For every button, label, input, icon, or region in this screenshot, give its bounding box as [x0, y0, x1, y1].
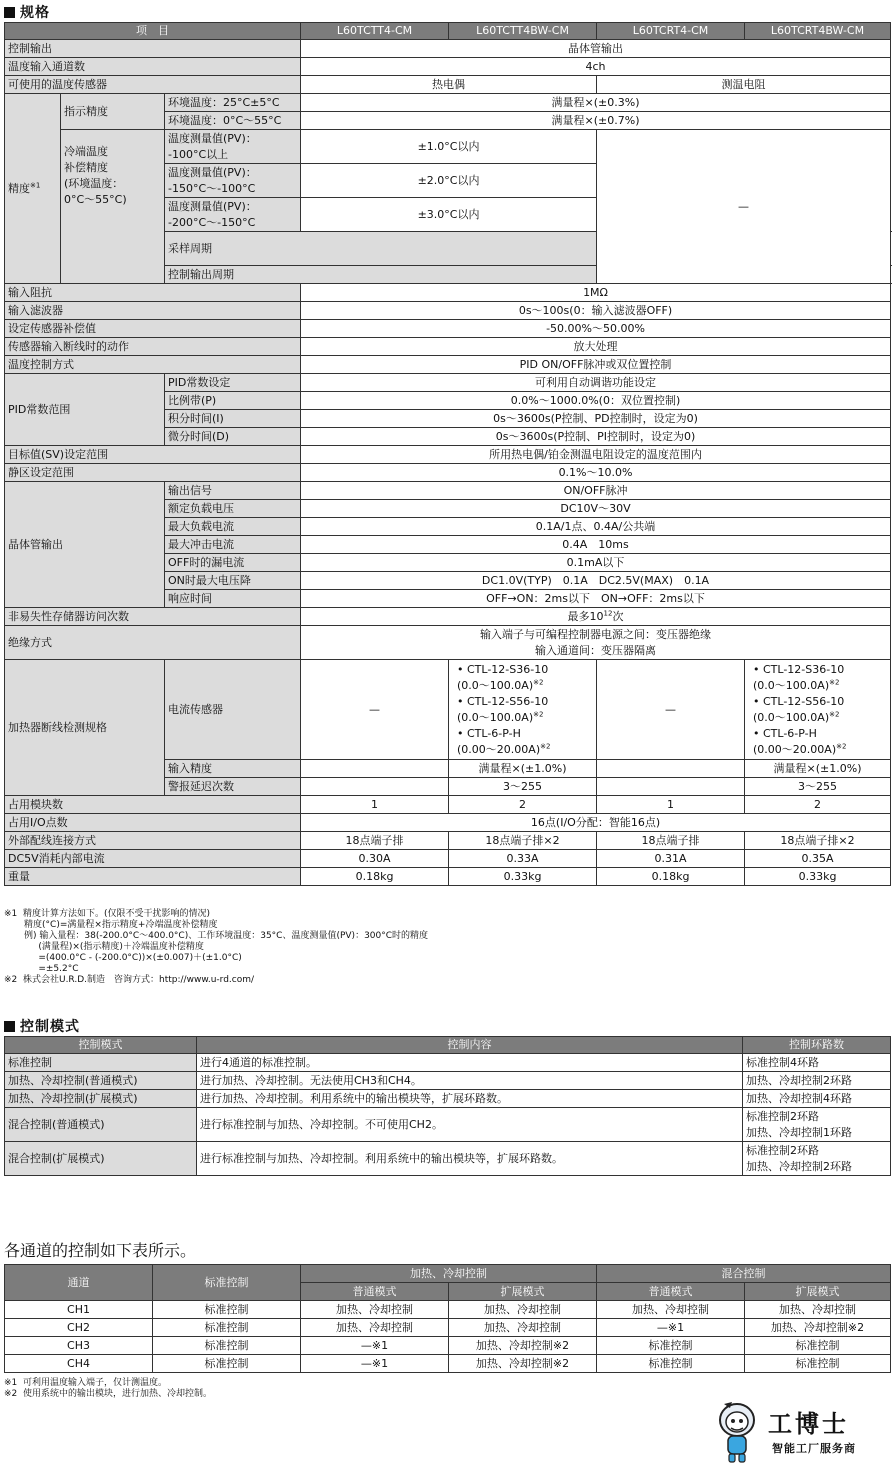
row-value: 0.18kg	[301, 868, 449, 886]
header-standard: 标准控制	[153, 1265, 301, 1301]
row-value: 满量程×(±0.7%)	[301, 112, 891, 130]
empty-cell	[597, 778, 745, 796]
channel-cell: 加热、冷却控制	[745, 1301, 891, 1319]
channel-id: CH3	[5, 1337, 153, 1355]
row-value: 可利用自动调谐功能设定	[301, 374, 891, 392]
channel-cell: —※1	[301, 1355, 449, 1373]
row-sublabel: 最大冲击电流	[165, 536, 301, 554]
row-value: 18点端子排×2	[449, 832, 597, 850]
channel-id: CH1	[5, 1301, 153, 1319]
header-heat-cool: 加热、冷却控制	[301, 1265, 597, 1283]
row-value: 最多$10^{12}$次	[301, 608, 891, 626]
channel-cell: 加热、冷却控制※2	[449, 1355, 597, 1373]
mode-content: 进行4通道的标准控制。	[197, 1054, 743, 1072]
row-value: 0.18kg	[597, 868, 745, 886]
row-value: 0s～100s(0：输入滤波器OFF)	[301, 302, 891, 320]
row-label: 控制输出	[5, 40, 301, 58]
channel-cell: 标准控制	[597, 1355, 745, 1373]
row-value: 1MΩ	[301, 284, 891, 302]
row-label: 绝缘方式	[5, 626, 301, 660]
channel-cell: 标准控制	[745, 1337, 891, 1355]
row-value: 热电偶	[301, 76, 597, 94]
row-label: 设定传感器补偿值	[5, 320, 301, 338]
header-normal: 普通模式	[301, 1283, 449, 1301]
row-value: 0.4A 10ms	[301, 536, 891, 554]
row-value: 0.33kg	[449, 868, 597, 886]
header-model-3: L60TCRT4-CM	[597, 23, 745, 40]
mode-loops: 标准控制4环路	[743, 1054, 891, 1072]
mode-loops: 标准控制2环路 加热、冷却控制2环路	[743, 1142, 891, 1176]
spec-title-text: 规格	[20, 5, 50, 21]
mode-name: 混合控制(扩展模式)	[5, 1142, 197, 1176]
row-value: 输入端子与可编程控制器电源之间：变压器绝缘 输入通道间：变压器隔离	[301, 626, 891, 660]
row-value: 测温电阻	[597, 76, 891, 94]
channel-cell: 标准控制	[597, 1337, 745, 1355]
row-value: 晶体管输出	[301, 40, 891, 58]
row-value: DC10V～30V	[301, 500, 891, 518]
channel-cell: 加热、冷却控制	[597, 1301, 745, 1319]
row-label: 输入阻抗	[5, 284, 301, 302]
mode-section-title	[4, 1016, 80, 1036]
header-mode: 控制模式	[5, 1037, 197, 1054]
header-content: 控制内容	[197, 1037, 743, 1054]
row-value: 0.31A	[597, 850, 745, 868]
row-sublabel: PID常数设定	[165, 374, 301, 392]
row-value: 18点端子排	[597, 832, 745, 850]
header-mixed: 混合控制	[597, 1265, 891, 1283]
pid-range-label: PID常数范围	[5, 374, 165, 446]
row-label: 静区设定范围	[5, 464, 301, 482]
header-extended: 扩展模式	[745, 1283, 891, 1301]
row-value: ±2.0°C以内	[301, 164, 597, 198]
row-value: 0.1mA以下	[301, 554, 891, 572]
spec-section-title	[4, 2, 50, 22]
row-sublabel: 警报延迟次数	[165, 778, 301, 796]
mode-loops: 加热、冷却控制4环路	[743, 1090, 891, 1108]
header-item: 项 目	[5, 23, 301, 40]
row-value: 0.30A	[301, 850, 449, 868]
row-value: 0.1A/1点、0.4A/公共端	[301, 518, 891, 536]
header-loops: 控制环路数	[743, 1037, 891, 1054]
ct-value-model-4: • CTL-12-S36-10 (0.0～100.0A)$^{※2}$ • CTL-12-S56-10 (0.0～100.0A)$^{※2}$ • CTL-6-P-H (0.00～20.00A)$^{※2}$	[745, 660, 891, 760]
brand-tagline: 智能工厂服务商	[772, 1442, 856, 1455]
header-model-2: L60TCTT4BW-CM	[449, 23, 597, 40]
mode-name: 标准控制	[5, 1054, 197, 1072]
channel-cell: 加热、冷却控制	[449, 1301, 597, 1319]
row-sublabel: 温度测量值(PV)： -100°C以上	[165, 130, 301, 164]
mode-content: 进行加热、冷却控制。无法使用CH3和CH4。	[197, 1072, 743, 1090]
mode-table	[4, 1036, 891, 1176]
row-label: 温度控制方式	[5, 356, 301, 374]
row-label: 温度输入通道数	[5, 58, 301, 76]
ct-value-model-1: —	[301, 660, 449, 760]
channel-cell: 加热、冷却控制※2	[449, 1337, 597, 1355]
row-sublabel: 输入精度	[165, 760, 301, 778]
heater-break-label: 加热器断线检测规格	[5, 660, 165, 796]
mode-loops: 加热、冷却控制2环路	[743, 1072, 891, 1090]
mode-title-text: 控制模式	[20, 1019, 80, 1035]
cjc-accuracy-label: 冷端温度 补偿精度 (环境温度： 0°C～55°C)	[61, 130, 165, 284]
rtd-cjc-value: —	[597, 130, 891, 284]
mode-name: 加热、冷却控制(普通模式)	[5, 1072, 197, 1090]
row-sublabel: 微分时间(D)	[165, 428, 301, 446]
mode-content: 进行标准控制与加热、冷却控制。不可使用CH2。	[197, 1108, 743, 1142]
robot-mascot-icon	[716, 1400, 758, 1464]
row-value: PID ON/OFF脉冲或双位置控制	[301, 356, 891, 374]
row-sublabel: 温度测量值(PV)： -200°C～-150°C	[165, 198, 301, 232]
row-value: 0.35A	[745, 850, 891, 868]
row-label: 控制输出周期	[165, 266, 597, 284]
row-sublabel: 温度测量值(PV)： -150°C～-100°C	[165, 164, 301, 198]
header-model-1: L60TCTT4-CM	[301, 23, 449, 40]
ct-value-model-3: —	[597, 660, 745, 760]
mode-content: 进行加热、冷却控制。利用系统中的输出模块等，扩展环路数。	[197, 1090, 743, 1108]
row-label: 重量	[5, 868, 301, 886]
row-value: 1	[301, 796, 449, 814]
row-label: 外部配线连接方式	[5, 832, 301, 850]
header-model-4: L60TCRT4BW-CM	[745, 23, 891, 40]
mode-name: 加热、冷却控制(扩展模式)	[5, 1090, 197, 1108]
row-sublabel: 输出信号	[165, 482, 301, 500]
row-value: 0s～3600s(P控制、PI控制时，设定为0)	[301, 428, 891, 446]
row-value: ON/OFF脉冲	[301, 482, 891, 500]
brand-logo	[716, 1400, 886, 1466]
channel-cell: 标准控制	[745, 1355, 891, 1373]
spec-footnotes: ※1 精度计算方法如下。(仅限不受干扰影响的情况) 精度(°C)=满量程×指示精度+冷端温度补偿精度 例) 输入量程：38(-200.0°C～400.0°C)、工作环境温度：35°C、温度测量值(PV)：300°C时的精度 (满量程)×(指示精度)＋冷端温度补偿精度 =(400.0°C - (-200.0°C))×(±0.007)＋(±1.0°C) =±5.2°C ※2 株式会社U.R.D.制造 咨询方式：http://www.u-rd.com/	[4, 909, 429, 985]
row-value: 满量程×(±0.3%)	[301, 94, 891, 112]
empty-cell	[597, 760, 745, 778]
header-channel: 通道	[5, 1265, 153, 1301]
empty-cell	[301, 760, 449, 778]
row-value: 2	[745, 796, 891, 814]
transistor-output-label: 晶体管输出	[5, 482, 165, 608]
mode-loops: 标准控制2环路 加热、冷却控制1环路	[743, 1108, 891, 1142]
row-value: 0.0%～1000.0%(0：双位置控制)	[301, 392, 891, 410]
row-label: 传感器输入断线时的动作	[5, 338, 301, 356]
square-bullet-icon	[4, 7, 15, 18]
brand-name: 工博士	[768, 1410, 849, 1438]
channel-id: CH2	[5, 1319, 153, 1337]
row-value: -50.00%～50.00%	[301, 320, 891, 338]
channel-table	[4, 1264, 891, 1373]
row-sublabel: 最大负载电流	[165, 518, 301, 536]
row-value: 0.1%～10.0%	[301, 464, 891, 482]
mode-content: 进行标准控制与加热、冷却控制。利用系统中的输出模块等，扩展环路数。	[197, 1142, 743, 1176]
row-label: 采样周期	[165, 232, 597, 266]
row-sublabel: 环境温度：0°C～55°C	[165, 112, 301, 130]
row-value: 0.33A	[449, 850, 597, 868]
row-sublabel: 环境温度：25°C±5°C	[165, 94, 301, 112]
row-label: 占用I/O点数	[5, 814, 301, 832]
accuracy-label: 精度$^{※1}$	[5, 94, 61, 284]
row-label: 输入滤波器	[5, 302, 301, 320]
channel-cell: 标准控制	[153, 1301, 301, 1319]
row-label: 非易失性存储器访问次数	[5, 608, 301, 626]
row-value: 放大处理	[301, 338, 891, 356]
row-value: 3～255	[745, 778, 891, 796]
row-value: 满量程×(±1.0%)	[449, 760, 597, 778]
row-sublabel: 额定负载电压	[165, 500, 301, 518]
row-value: 16点(I/O分配：智能16点)	[301, 814, 891, 832]
row-value: DC1.0V(TYP) 0.1A DC2.5V(MAX) 0.1A	[301, 572, 891, 590]
row-sublabel: 积分时间(I)	[165, 410, 301, 428]
row-label: DC5V消耗内部电流	[5, 850, 301, 868]
row-value: 0.33kg	[745, 868, 891, 886]
channel-cell: —※1	[301, 1337, 449, 1355]
row-sublabel: 电流传感器	[165, 660, 301, 760]
indicate-accuracy-label: 指示精度	[61, 94, 165, 130]
channel-intro-text: 各通道的控制如下表所示。	[4, 1241, 197, 1260]
row-value: 满量程×(±1.0%)	[745, 760, 891, 778]
row-value: ±1.0°C以内	[301, 130, 597, 164]
row-sublabel: OFF时的漏电流	[165, 554, 301, 572]
row-value: 4ch	[301, 58, 891, 76]
mode-name: 混合控制(普通模式)	[5, 1108, 197, 1142]
row-value: ±3.0°C以内	[301, 198, 597, 232]
channel-cell: 加热、冷却控制	[449, 1319, 597, 1337]
channel-cell: 标准控制	[153, 1355, 301, 1373]
row-value: 18点端子排	[301, 832, 449, 850]
row-value: 2	[449, 796, 597, 814]
channel-footnotes: ※1 可利用温度输入端子，仅计测温度。 ※2 使用系统中的输出模块，进行加热、冷却控制。	[4, 1378, 212, 1399]
header-extended: 扩展模式	[449, 1283, 597, 1301]
header-normal: 普通模式	[597, 1283, 745, 1301]
row-value: 0s～3600s(P控制、PD控制时，设定为0)	[301, 410, 891, 428]
empty-cell	[301, 778, 449, 796]
square-bullet-icon	[4, 1021, 15, 1032]
row-label: 目标值(SV)设定范围	[5, 446, 301, 464]
channel-cell: 加热、冷却控制※2	[745, 1319, 891, 1337]
row-sublabel: 比例带(P)	[165, 392, 301, 410]
row-label: 可使用的温度传感器	[5, 76, 301, 94]
channel-cell: —※1	[597, 1319, 745, 1337]
channel-cell: 标准控制	[153, 1337, 301, 1355]
channel-cell: 加热、冷却控制	[301, 1319, 449, 1337]
row-value: 18点端子排×2	[745, 832, 891, 850]
row-label: 占用模块数	[5, 796, 301, 814]
row-sublabel: 响应时间	[165, 590, 301, 608]
row-value: 所用热电偶/铂金测温电阻设定的温度范围内	[301, 446, 891, 464]
channel-cell: 加热、冷却控制	[301, 1301, 449, 1319]
channel-id: CH4	[5, 1355, 153, 1373]
channel-cell: 标准控制	[153, 1319, 301, 1337]
row-sublabel: ON时最大电压降	[165, 572, 301, 590]
spec-table	[4, 22, 891, 886]
row-value: 1	[597, 796, 745, 814]
row-value: 3～255	[449, 778, 597, 796]
ct-value-model-2: • CTL-12-S36-10 (0.0～100.0A)$^{※2}$ • CTL-12-S56-10 (0.0～100.0A)$^{※2}$ • CTL-6-P-H (0.00～20.00A)$^{※2}$	[449, 660, 597, 760]
row-value: OFF→ON：2ms以下 ON→OFF：2ms以下	[301, 590, 891, 608]
